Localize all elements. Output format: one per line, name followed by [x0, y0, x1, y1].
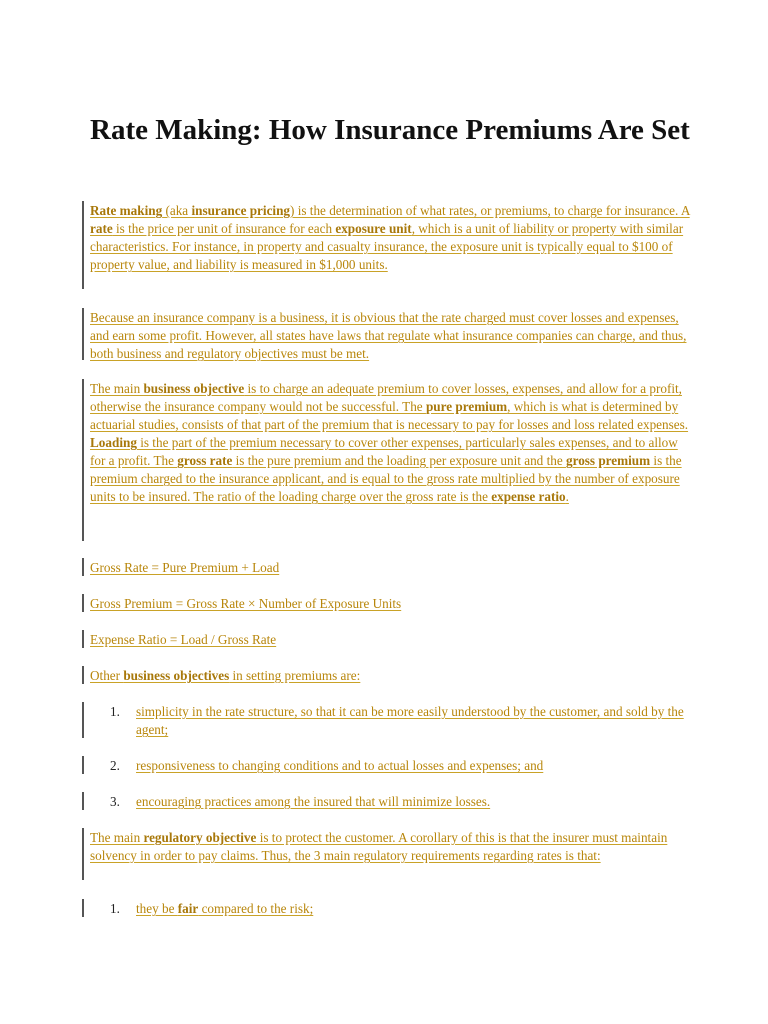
change-bar — [82, 201, 84, 289]
formula-text: Gross Rate = Pure Premium + Load — [90, 560, 280, 575]
formula-expense-ratio[interactable] — [90, 631, 690, 649]
term-exposure-unit: exposure unit — [335, 221, 412, 236]
text-run: they be — [136, 901, 178, 916]
text-run: is the premium charged to the insurance applicant, and is equal to the gross rate multiplied by the number of exposure units to be insured. The ratio of the loading charge over the gross rate is the — [90, 453, 682, 504]
change-bar — [82, 630, 84, 648]
text-run: , which is what is determined by actuarial studies, consists of that part of the premium that is necessary to pay for losses and loss related expenses. — [90, 399, 689, 432]
term-gross-premium: gross premium — [565, 453, 651, 468]
text-run: Other — [90, 668, 124, 683]
list-item-text: encouraging practices among the insured that will minimize losses. — [136, 794, 491, 809]
term-regulatory-objective: regulatory objective — [143, 830, 257, 845]
formula-gross-premium[interactable] — [90, 595, 690, 613]
change-bar — [82, 702, 84, 738]
text-run: , which is a unit of liability or property with similar characteristics. For instance, in property and casualty insurance, the exposure unit is typically equal to $100 of property value, and liability is measured in $1,000 units. — [90, 221, 684, 272]
paragraph-rate-making[interactable] — [90, 202, 690, 274]
list-item[interactable] — [110, 793, 690, 811]
paragraph-text: Because an insurance company is a business, it is obvious that the rate charged must cover losses and expenses, and earn some profit. However, all states have laws that regulate what insurance companies can charge, and thus, both business and regulatory objectives must be met. — [90, 310, 687, 361]
change-bar — [82, 594, 84, 612]
term-insurance-pricing: insurance pricing — [191, 203, 291, 218]
formula-gross-rate[interactable] — [90, 559, 690, 577]
paragraph-business-regulation[interactable] — [90, 309, 690, 363]
paragraph-regulatory-objective[interactable] — [90, 829, 690, 865]
change-bar — [82, 666, 84, 684]
paragraph-other-objectives[interactable] — [90, 667, 690, 685]
text-run: is to protect the customer. A corollary of this is that the insurer must maintain solvency in order to pay claims. Thus, the 3 main regulatory requirements regarding rates is that: — [90, 830, 668, 863]
formula-text: Expense Ratio = Load / Gross Rate — [90, 632, 277, 647]
paragraph-business-objective[interactable] — [90, 380, 690, 506]
list-item[interactable] — [110, 757, 690, 775]
list-item-text: responsiveness to changing conditions and to actual losses and expenses; and — [136, 758, 544, 773]
text-run: is the pure premium and the loading per exposure unit and the — [232, 453, 566, 468]
text-run: . — [565, 489, 569, 504]
text-run: is the part of the premium necessary to cover other expenses, particularly sales expenses, and to allow for a profit. The — [90, 435, 678, 468]
term-loading: Loading — [90, 435, 137, 450]
list-item[interactable] — [110, 703, 690, 739]
text-run: The main — [90, 381, 144, 396]
text-run: is the price per unit of insurance for each — [112, 221, 336, 236]
page-title: Rate Making: How Insurance Premiums Are Set — [90, 114, 690, 146]
term-rate-making: Rate making — [90, 203, 163, 218]
text-run: compared to the risk; — [198, 901, 314, 916]
term-gross-rate: gross rate — [177, 453, 233, 468]
formula-text: Gross Premium = Gross Rate × Number of Exposure Units — [90, 596, 402, 611]
term-business-objective: business objective — [143, 381, 245, 396]
text-run: (aka — [162, 203, 192, 218]
list-number: 1. — [110, 704, 120, 719]
change-bar — [82, 756, 84, 774]
change-bar — [82, 899, 84, 917]
text-run: in setting premiums are: — [229, 668, 361, 683]
list-number: 1. — [110, 901, 120, 916]
list-item[interactable] — [110, 900, 690, 918]
term-expense-ratio: expense ratio — [491, 489, 566, 504]
list-number: 2. — [110, 758, 120, 773]
change-bar — [82, 379, 84, 541]
term-fair: fair — [177, 901, 199, 916]
term-rate: rate — [90, 221, 113, 236]
change-bar — [82, 558, 84, 576]
change-bar — [82, 828, 84, 880]
term-business-objectives: business objectives — [123, 668, 230, 683]
list-number: 3. — [110, 794, 120, 809]
text-run: is to charge an adequate premium to cover losses, expenses, and allow for a profit, otherwise the insurance company would not be successful. The — [90, 381, 682, 414]
list-item-text: simplicity in the rate structure, so that it can be more easily understood by the customer, and sold by the agent; — [136, 704, 684, 737]
term-pure-premium: pure premium — [425, 399, 508, 414]
change-bar — [82, 308, 84, 360]
text-run: ) is the determination of what rates, or premiums, to charge for insurance. A — [290, 203, 690, 218]
text-run: The main — [90, 830, 144, 845]
change-bar — [82, 792, 84, 810]
